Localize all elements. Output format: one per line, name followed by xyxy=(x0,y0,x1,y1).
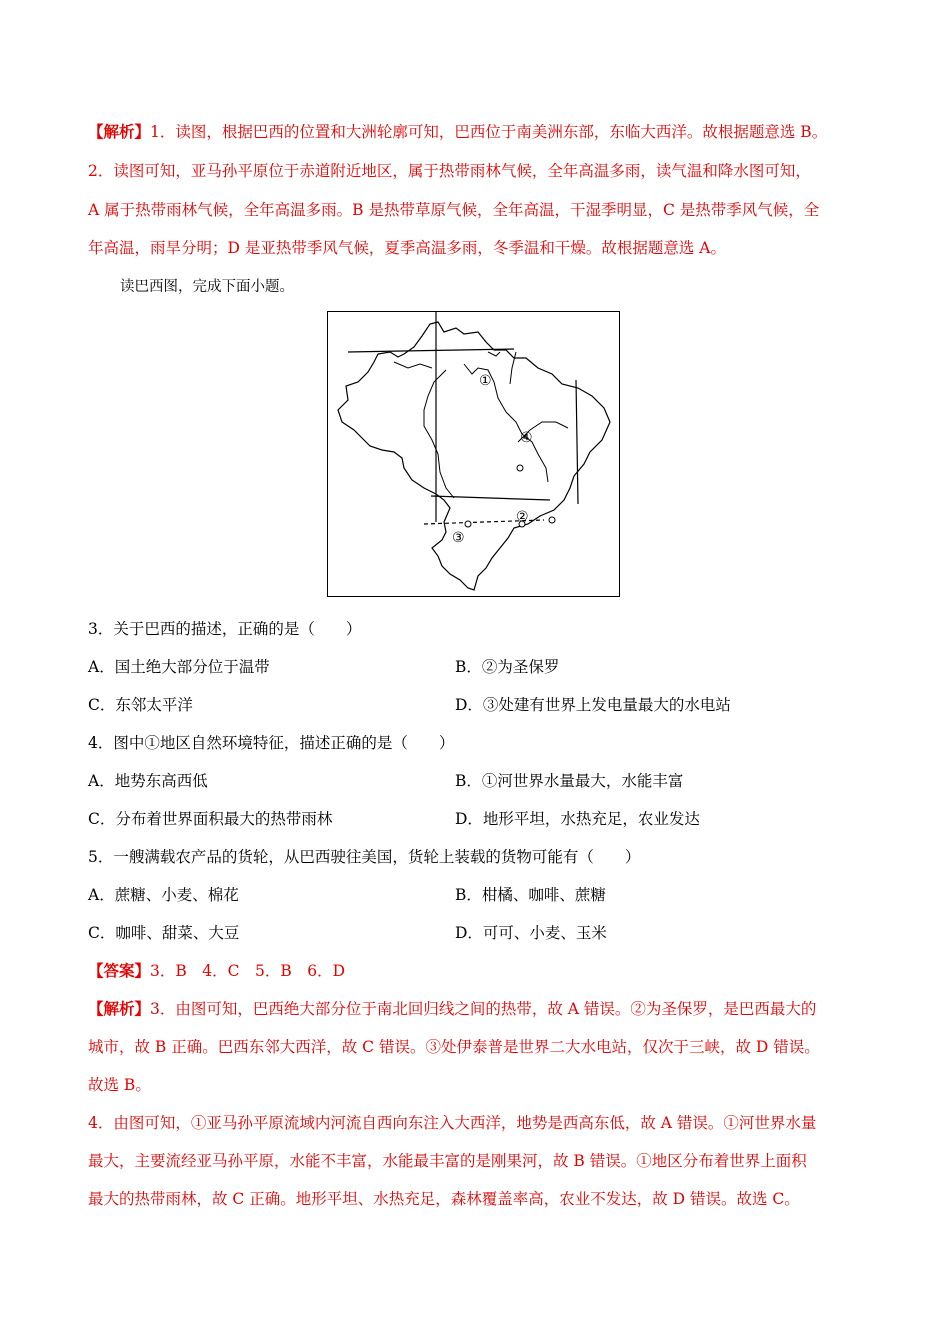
marker-2: ② xyxy=(516,509,529,525)
question-4-option-c: C．分布着世界面积最大的热带雨林 xyxy=(88,810,333,828)
analysis-text: 1．读图，根据巴西的位置和大洲轮廓可知，巴西位于南美洲东部，东临大西洋。故根据题意选 B。 xyxy=(150,123,828,141)
analysis-line-4: 年高温，雨旱分明；D 是亚热带季风气候，夏季高温多雨，冬季温和干燥。故根据题意选 A。 xyxy=(88,239,726,257)
analysis2-line-6: 最大的热带雨林，故 C 正确。地形平坦、水热充足，森林覆盖率高，农业不发达，故 D 错误。故选 C。 xyxy=(88,1190,800,1208)
analysis-line-3: A 属于热带雨林气候，全年高温多雨。B 是热带草原气候，全年高温，干湿季明显，C 是热带季风气候，全 xyxy=(88,201,820,219)
city-dot xyxy=(465,521,471,527)
analysis2-line-3: 故选 B。 xyxy=(88,1076,151,1094)
question-3-option-d: D．③处建有世界上发电量最大的水电站 xyxy=(455,696,731,714)
analysis-line-2: 2．读图可知，亚马孙平原位于赤道附近地区，属于热带雨林气候，全年高温多雨，读气温和降水图可知， xyxy=(88,162,811,180)
question-3-option-c: C．东邻太平洋 xyxy=(88,696,193,714)
analysis2-tag: 【解析】 xyxy=(88,999,151,1018)
question-5-option-b: B．柑橘、咖啡、蔗糖 xyxy=(455,886,606,904)
question-4-option-b: B．①河世界水量最大，水能丰富 xyxy=(455,772,684,790)
question-4-option-d: D．地形平坦，水热充足，农业发达 xyxy=(455,810,700,828)
brazil-outline xyxy=(338,322,610,590)
analysis-line-1 xyxy=(88,122,827,142)
city-dot xyxy=(517,465,523,471)
question-3-option-a: A．国土绝大部分位于温带 xyxy=(88,658,270,676)
question-3-stem: 3．关于巴西的描述，正确的是（ ） xyxy=(88,620,362,638)
brazil-map xyxy=(327,311,620,597)
analysis2-line-5: 最大，主要流经亚马孙平原，水能不丰富，水能最丰富的是刚果河，故 B 错误。①地区分布着世界上面积 xyxy=(88,1152,807,1170)
marker-4: ④ xyxy=(520,430,533,446)
equator-line xyxy=(348,349,514,352)
analysis2-line-2: 城市，故 B 正确。巴西东邻大西洋，故 C 错误。③处伊泰普是世界二大水电站，仅次于三峡，故 D 错误。 xyxy=(88,1038,820,1056)
answer-line xyxy=(88,961,345,981)
question-5-stem: 5．一艘满载农产品的货轮，从巴西驶往美国，货轮上装载的货物可能有（ ） xyxy=(88,848,641,866)
question-5-option-a: A．蔗糖、小麦、棉花 xyxy=(88,886,239,904)
answer-tag: 【答案】 xyxy=(88,961,151,980)
question-5-option-c: C．咖啡、甜菜、大豆 xyxy=(88,924,240,942)
answer-text: 3．B 4．C 5．B 6．D xyxy=(150,962,346,980)
map-intro: 读巴西图，完成下面小题。 xyxy=(120,279,294,295)
meridian-east xyxy=(576,380,578,504)
question-3-option-b: B．②为圣保罗 xyxy=(455,658,560,676)
marker-3: ③ xyxy=(452,530,465,546)
analysis2-line-1 xyxy=(88,999,816,1019)
brazil-map-drawing xyxy=(328,312,621,598)
analysis2-text: 3．由图可知，巴西绝大部分位于南北回归线之间的热带，故 A 错误。②为圣保罗，是巴西最大的 xyxy=(150,1000,817,1018)
analysis2-line-4: 4．由图可知，①亚马孙平原流域内河流自西向东注入大西洋，地势是西高东低，故 A 错误。①河世界水量 xyxy=(88,1114,817,1132)
tropic-line xyxy=(431,496,550,500)
question-4-stem: 4．图中①地区自然环境特征，描述正确的是（ ） xyxy=(88,734,455,752)
question-4-option-a: A．地势东高西低 xyxy=(88,772,208,790)
question-5-option-d: D．可可、小麦、玉米 xyxy=(455,924,607,942)
city-dot xyxy=(549,517,555,523)
marker-1: ① xyxy=(479,373,492,389)
analysis-tag: 【解析】 xyxy=(88,122,151,141)
